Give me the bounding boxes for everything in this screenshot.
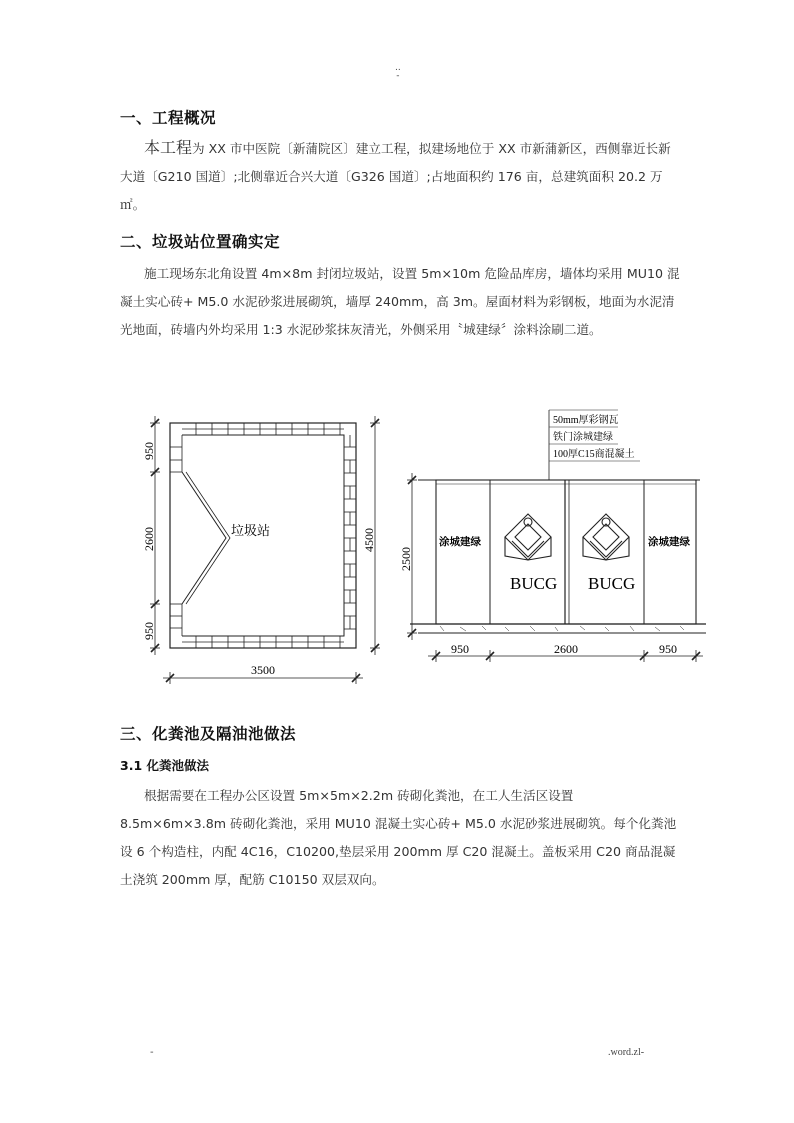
plan-dim-right: 4500	[362, 528, 376, 552]
section-1-title: 一、工程概况	[120, 109, 217, 127]
footer-right: .word.zl-	[608, 1047, 645, 1058]
elev-wall-right-label: 涂城建绿	[648, 537, 690, 548]
section-3-1-paragraph	[120, 782, 680, 894]
plan-brick-right	[344, 435, 356, 629]
elev-ground-hatch	[440, 626, 684, 631]
header-mark-bottom: -	[396, 71, 400, 81]
bucg-logo-2	[583, 514, 629, 560]
elev-dim-b1: 950	[451, 642, 469, 656]
elev-note-3: 100厚C15商混凝土	[553, 449, 635, 460]
section-3-1-title: 3.1 化粪池做法	[120, 758, 209, 773]
plan-dim-left-top: 950	[142, 442, 156, 460]
plan-view	[150, 416, 380, 684]
elev-wall-left-label: 涂城建绿	[439, 537, 481, 548]
elev-note-2: 铁门涂城建绿	[553, 432, 613, 443]
plan-dim-left-mid: 2600	[142, 527, 156, 551]
plan-left-wall-stubs	[170, 435, 182, 636]
section-2-text: 施工现场东北角设置 4m×8m 封闭垃圾站，设置 5m×10m 危险品库房，墙体均采用 MU10 混凝土实心砖+ M5.0 水泥砂浆进展砌筑，墙厚 240mm，高 3m。屋面材料为彩钢板，地面为水泥清光地面，砖墙内外均采用 1:3 水泥砂浆抹灰清光，外侧采用〝城建绿〞涂料涂刷二道。	[120, 266, 680, 337]
plan-dim-bottom: 3500	[251, 663, 275, 677]
plan-label: 垃圾站	[231, 524, 271, 539]
bucg-logo-1	[505, 514, 551, 560]
header-mark-top: ..	[395, 63, 401, 73]
plan-brick-top	[182, 423, 344, 435]
elev-dim-b2: 2600	[554, 642, 578, 656]
plan-door-swing-inner	[186, 472, 230, 604]
footer-left: -	[150, 1047, 154, 1058]
elev-dim-b3: 950	[659, 642, 677, 656]
elev-dim-height-label: 2500	[399, 547, 413, 571]
elev-note-1: 50mm厚彩钢瓦	[553, 415, 619, 426]
section-3-1-text: 根据需要在工程办公区设置 5m×5m×2.2m 砖砌化粪池，在工人生活区设置 8.5m×6m×3.8m 砖砌化粪池，采用 MU10 混凝土实心砖+ M5.0 水泥砂浆进展砌筑。每个化粪池设 6 个构造柱，内配 4C16，C10200,垫层采用 200mm 厚 C20 混凝土。盖板采用 C20 商品混凝土浇筑 200mm 厚，配筋 C10150 双层双向。	[120, 788, 677, 887]
plan-dim-left-bot: 950	[142, 622, 156, 640]
elev-logo-2-text: BUCG	[588, 574, 636, 593]
plan-door-swing	[182, 472, 226, 604]
section-1-text: 为 XX 市中医院〔新蒲院区〕建立工程，拟建场地位于 XX 市新蒲新区，西侧靠近长新大道〔G210 国道〕;北侧靠近合兴大道〔G326 国道〕;占地面积约 176 亩，总建筑面积 20.2 万㎡。	[120, 141, 671, 212]
section-1-lead: 本工程	[144, 138, 193, 157]
plan-brick-bottom	[182, 636, 344, 648]
section-3-title: 三、化粪池及隔油池做法	[120, 725, 297, 743]
elev-logo-1-text: BUCG	[510, 574, 558, 593]
elev-wall	[436, 480, 696, 624]
section-2-title: 二、垃圾站位置确实定	[120, 233, 281, 251]
elevation-view	[407, 410, 706, 662]
